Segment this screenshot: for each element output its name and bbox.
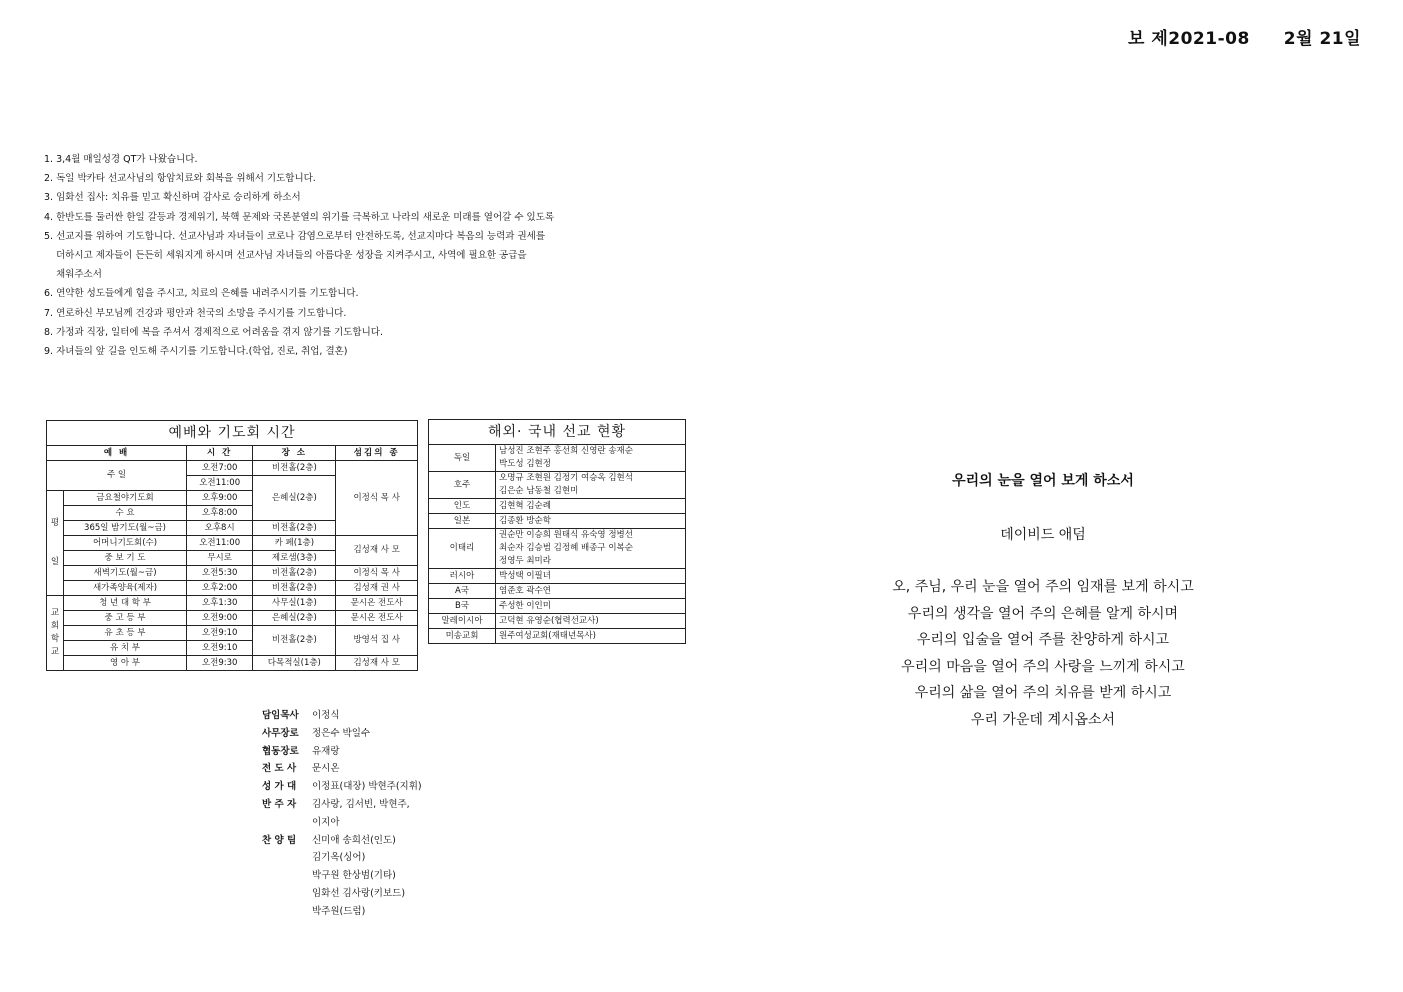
row-time: 오후8시 (187, 521, 253, 536)
main-servant: 이정식 목 사 (336, 461, 418, 536)
row-name: 중 보 기 도 (64, 551, 187, 566)
kids-place: 비전홀(2층) (253, 626, 336, 656)
staff-names: 신미애 송희선(인도) (312, 834, 396, 846)
header-servant: 섬김의 종 (336, 446, 418, 461)
row-name: 365일 밤기도(월~금) (64, 521, 187, 536)
staff-names: 박주원(드럼) (312, 905, 366, 917)
grace-room: 은혜실(2층) (253, 476, 336, 521)
staff-names: 임화선 김사랑(키보드) (312, 887, 406, 899)
row-name: 유 초 등 부 (64, 626, 187, 641)
mission-country: 독일 (429, 445, 496, 472)
row-time: 오후9:00 (187, 491, 253, 506)
mission-country: 호주 (429, 472, 496, 499)
issue-number: 보 제2021-08 (1128, 29, 1250, 49)
worship-table-title: 예배와 기도회 시간 (47, 421, 418, 446)
row-time: 오전9:00 (187, 611, 253, 626)
staff-names: 김사랑, 김서빈, 박현주, (312, 798, 410, 810)
staff-role: 전 도 사 (262, 763, 297, 775)
prayer-item-continued: 채워주소서 (56, 269, 102, 281)
mother-servant: 김성재 사 모 (336, 536, 418, 566)
poem-title: 우리의 눈을 열어 보게 하소서 (952, 473, 1134, 489)
row-place: 비전홀(2층) (253, 566, 336, 581)
row-servant: 문시온 전도사 (336, 596, 418, 611)
mission-country: 말레이시아 (429, 614, 496, 629)
row-time: 오후2:00 (187, 581, 253, 596)
weekday-label: 평 일 (47, 491, 64, 596)
prayer-item: 7. 연로하신 부모님께 건강과 평안과 천국의 소망을 주시기를 기도합니다. (44, 307, 347, 319)
mission-names: 주성한 이인미 (496, 599, 686, 614)
poem-author: 데이비드 애덤 (1000, 527, 1086, 543)
row-name: 중 고 등 부 (64, 611, 187, 626)
bulletin-header (1128, 24, 1361, 49)
mission-country: 일본 (429, 514, 496, 529)
mission-status-table (428, 419, 686, 644)
sunday-label: 주 일 (47, 461, 187, 491)
staff-role: 협동장로 (262, 745, 299, 757)
prayer-item: 9. 자녀들의 앞 길을 인도해 주시기를 기도합니다.(학업, 진로, 취업, 결혼) (44, 346, 348, 358)
staff-names: 김기옥(싱어) (312, 852, 366, 864)
staff-role: 사무장로 (262, 727, 299, 739)
prayer-item: 4. 한반도를 둘러싼 한일 갈등과 경제위기, 북핵 문제와 국론분열의 위기를 극복하고 나라의 새로운 미래를 열어갈 수 있도록 (44, 211, 555, 223)
mission-country: 인도 (429, 499, 496, 514)
staff-role: 반 주 자 (262, 798, 297, 810)
poem-line: 우리 가운데 계시옵소서 (970, 711, 1116, 728)
mission-names: 원주여성교회(재태년목사) (496, 629, 686, 644)
header-service: 예 배 (47, 446, 187, 461)
mission-country: B국 (429, 599, 496, 614)
mission-names: 남성진 조현주 홍선희 신영란 송재순 박도성 김현정 (496, 445, 686, 472)
row-time: 오후1:30 (187, 596, 253, 611)
prayer-item: 3. 임화선 집사: 치유를 믿고 확신하며 감사로 승리하게 하소서 (44, 192, 301, 204)
mission-names: 박성택 이필녀 (496, 569, 686, 584)
staff-names: 이정표(대장) 박현주(지휘) (312, 781, 422, 793)
prayer-item: 8. 가정과 직장, 일터에 복을 주셔서 경제적으로 어려움을 겪지 않기를 기도합니다. (44, 326, 383, 338)
poem (840, 470, 1246, 734)
staff-role: 찬 양 팀 (262, 834, 297, 846)
issue-date: 2월 21일 (1283, 29, 1362, 49)
mission-names: 김종환 방순학 (496, 514, 686, 529)
row-place: 사무실(1층) (253, 596, 336, 611)
row-place: 제로샘(3층) (253, 551, 336, 566)
mission-names: 고덕현 유영순(협력선교사) (496, 614, 686, 629)
poem-lines (840, 574, 1246, 734)
mission-names: 오명규 조현원 김정기 여승옥 김현석 김은순 남동철 김현미 (496, 472, 686, 499)
mission-country: 이태리 (429, 529, 496, 569)
header-place: 장 소 (253, 446, 336, 461)
prayer-item: 6. 연약한 성도들에게 힘을 주시고, 치료의 은혜를 내려주시기를 기도합니다. (44, 288, 359, 300)
mission-country: A국 (429, 584, 496, 599)
prayer-item-continued: 더하시고 제자들이 든든히 세워지게 하시며 선교사님 자녀들의 아름다운 성장을 지켜주시고, 사역에 필요한 공급을 (56, 250, 527, 262)
staff-names: 이지아 (312, 816, 340, 828)
row-servant: 김성재 권 사 (336, 581, 418, 596)
row-time: 오전9:10 (187, 626, 253, 641)
row-name: 수 요 (64, 506, 187, 521)
mission-country: 러시아 (429, 569, 496, 584)
poem-line: 우리의 입술을 열어 주를 찬양하게 하시고 (916, 632, 1170, 649)
poem-line: 우리의 삶을 열어 주의 치유를 받게 하시고 (914, 685, 1172, 702)
prayer-item: 5. 선교지를 위하여 기도합니다. 선교사님과 자녀들이 코로나 감염으로부터 안전하도록, 선교지마다 복음의 능력과 권세를 (44, 230, 546, 242)
poem-line: 우리의 생각을 열어 주의 은혜를 알게 하시며 (907, 605, 1179, 622)
staff-names: 문시온 (312, 763, 340, 775)
prayer-list (44, 150, 684, 361)
staff-role: 성 가 대 (262, 781, 297, 793)
sunday-time-1: 오전7:00 (187, 461, 253, 476)
row-time: 오후8:00 (187, 506, 253, 521)
mission-names: 권순만 이승희 원태식 유숙영 정병선 최순자 김승범 김정혜 배종구 이복순 정영두 최미라 (496, 529, 686, 569)
staff-names: 유재랑 (312, 745, 340, 757)
row-name: 유 치 부 (64, 641, 187, 656)
row-name: 청 년 대 학 부 (64, 596, 187, 611)
mission-names: 김현혁 김순례 (496, 499, 686, 514)
row-name: 새벽기도(월~금) (64, 566, 187, 581)
row-servant: 문시온 전도사 (336, 611, 418, 626)
staff-list (262, 707, 422, 921)
poem-line: 우리의 마음을 열어 주의 사랑을 느끼게 하시고 (901, 658, 1185, 675)
kids-servant: 방영석 집 사 (336, 626, 418, 656)
row-place: 비전홀(2층) (253, 521, 336, 536)
staff-role: 담임목사 (262, 710, 299, 721)
staff-names: 이정식 (312, 710, 340, 721)
row-time: 오전9:10 (187, 641, 253, 656)
row-name: 새가족양육(제자) (64, 581, 187, 596)
row-time: 오전9:30 (187, 656, 253, 671)
worship-schedule-table (46, 420, 418, 671)
row-name: 영 아 부 (64, 656, 187, 671)
row-time: 오전5:30 (187, 566, 253, 581)
row-time: 오전11:00 (187, 536, 253, 551)
prayer-item: 1. 3,4월 매일성경 QT가 나왔습니다. (44, 154, 198, 165)
church-school-label: 교 회 학 교 (47, 596, 64, 671)
header-time: 시 간 (187, 446, 253, 461)
sunday-place-1: 비전홀(2층) (253, 461, 336, 476)
row-servant: 이정식 목 사 (336, 566, 418, 581)
row-name: 금요철야기도회 (64, 491, 187, 506)
mission-names: 염준호 곽수연 (496, 584, 686, 599)
prayer-item: 2. 독일 박카타 선교사님의 항암치료와 회복을 위해서 기도합니다. (44, 173, 316, 185)
row-place: 은혜실(2층) (253, 611, 336, 626)
poem-line: 오, 주님, 우리 눈을 열어 주의 임재를 보게 하시고 (892, 579, 1194, 595)
row-place: 다목적실(1층) (253, 656, 336, 671)
mission-table-title: 해외· 국내 선교 현황 (429, 420, 686, 445)
sunday-time-2: 오전11:00 (187, 476, 253, 491)
row-place: 비전홀(2층) (253, 581, 336, 596)
row-time: 무시로 (187, 551, 253, 566)
row-name: 어머니기도회(수) (64, 536, 187, 551)
staff-names: 박구원 한상범(기타) (312, 870, 396, 882)
mission-country: 미송교회 (429, 629, 496, 644)
row-place: 카 페(1층) (253, 536, 336, 551)
staff-names: 정은수 박일수 (312, 727, 371, 739)
row-servant: 김성재 사 모 (336, 656, 418, 671)
